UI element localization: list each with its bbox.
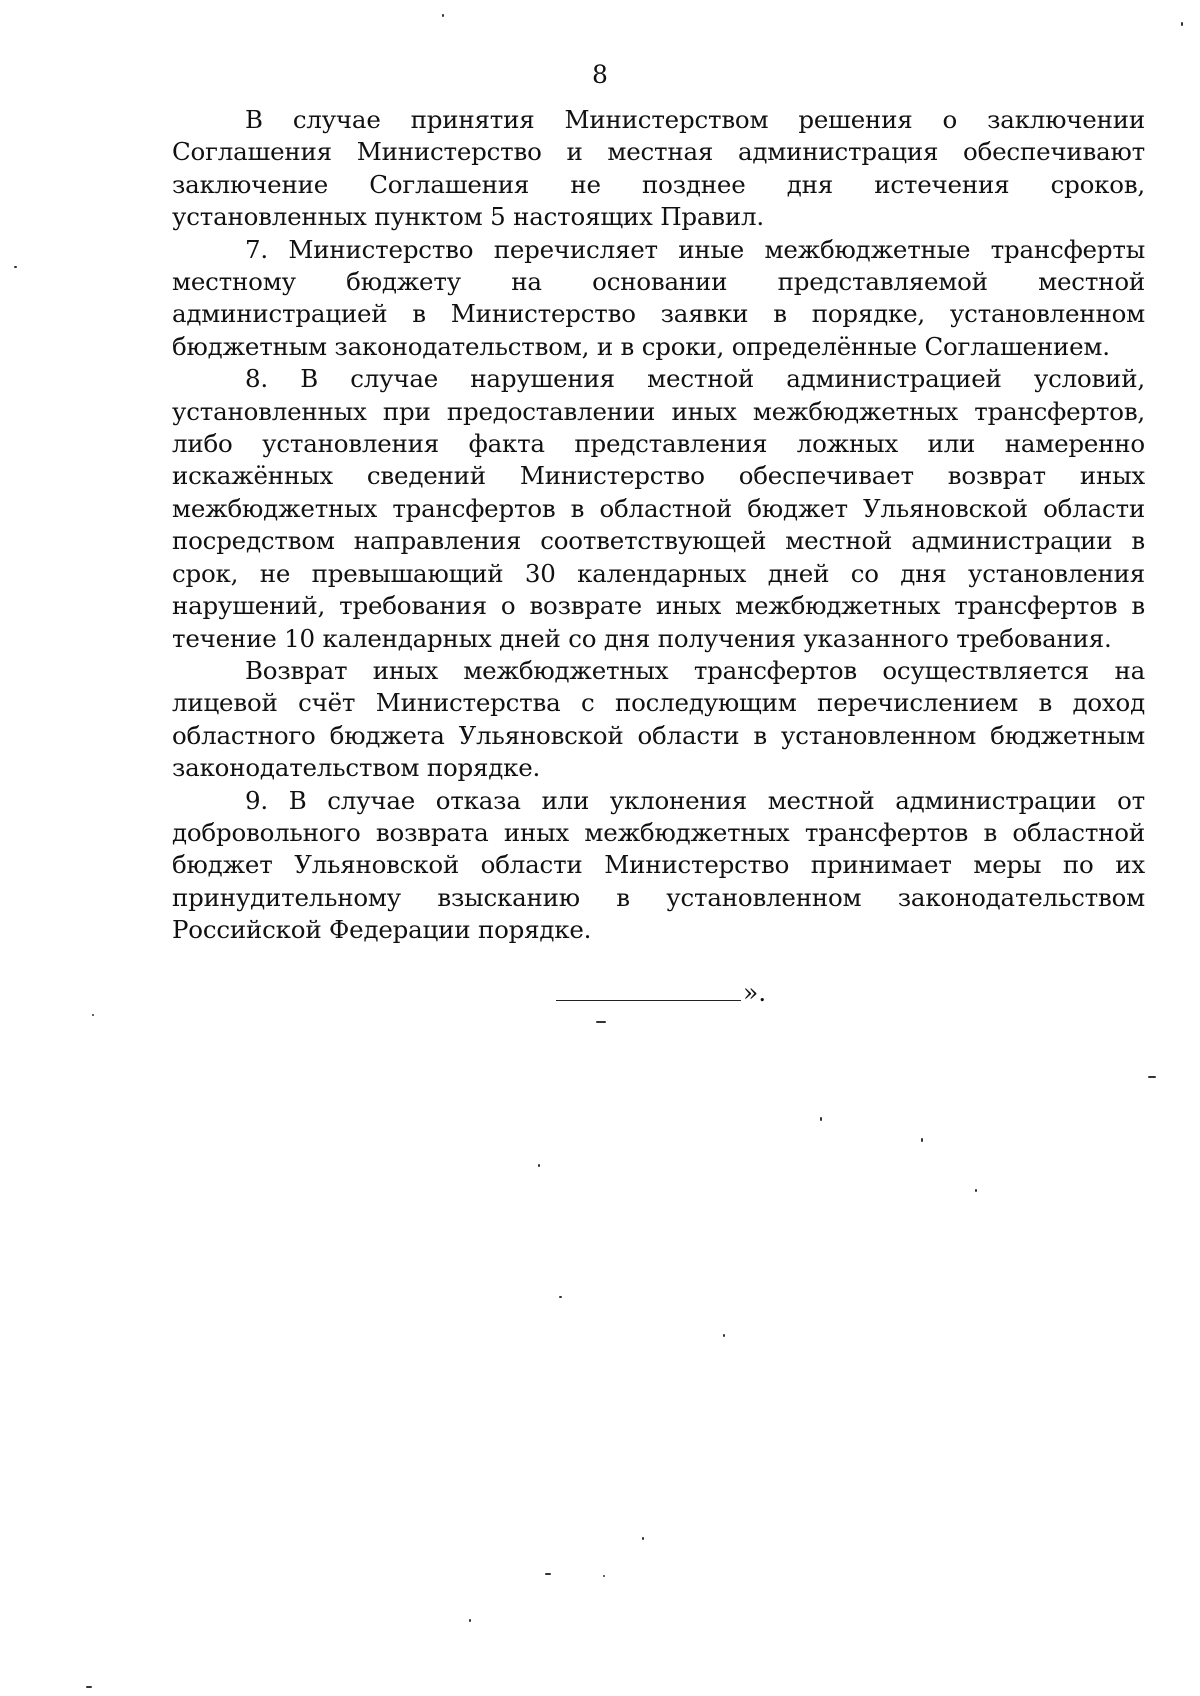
- paragraph-item-7: 7. Министерство перечисляет иные межбюджетные трансферты местному бюджету на основании представляемой местной администрацией в Министерство заявки в порядке, установленном бюджетным законодательством, и в сроки, определённые Соглашением.: [172, 234, 1145, 361]
- scan-speck: [820, 1117, 822, 1121]
- scan-speck: [538, 1164, 540, 1167]
- scan-speck: [545, 1573, 551, 1575]
- scan-speck: [86, 1686, 92, 1688]
- document-body: [172, 104, 1145, 947]
- page-number: 8: [592, 60, 608, 89]
- scan-speck: [14, 266, 17, 268]
- scan-speck: [642, 1537, 644, 1540]
- paragraph-refund-account: Возврат иных межбюджетных трансфертов осуществляется на лицевой счёт Министерства с последующим перечислением в доход областного бюджета Ульяновской области в установленном бюджетным законодательством порядке.: [172, 655, 1145, 783]
- paragraph-agreement-conclusion: В случае принятия Министерством решения о заключении Соглашения Министерство и местная администрация обеспечивают заключение Соглашения не позднее дня истечения сроков, установленных пунктом 5 настоящих Правил.: [172, 105, 1145, 232]
- scan-speck: [1181, 22, 1183, 26]
- closing-mark: [556, 978, 766, 1008]
- scan-speck: [92, 1014, 94, 1016]
- closing-quote: ».: [743, 978, 767, 1007]
- scan-speck: [442, 14, 444, 17]
- scan-speck: [596, 1021, 606, 1023]
- scan-speck: [723, 1334, 725, 1337]
- scan-speck: [559, 1296, 562, 1298]
- scan-speck: [975, 1189, 977, 1192]
- scan-speck: [469, 1619, 471, 1622]
- scan-speck: [603, 1575, 605, 1577]
- scan-speck: [1148, 1076, 1156, 1078]
- closing-rule: [556, 1000, 741, 1001]
- paragraph-item-9: 9. В случае отказа или уклонения местной администрации от добровольного возврата иных межбюджетных трансфертов в областной бюджет Ульяновской области Министерство принимает меры по их принудительному взысканию в установленном законодательством Российской Федерации порядке.: [172, 785, 1145, 945]
- scan-speck: [921, 1138, 923, 1142]
- paragraph-item-8: 8. В случае нарушения местной администрацией условий, установленных при предоставлении иных межбюджетных трансфертов, либо установления факта представления ложных или намеренно искажённых сведений Министерство обеспечивает возврат иных межбюджетных трансфертов в областной бюджет Ульяновской области посредством направления соответствующей местной администрации в срок, не превышающий 30 календарных дней со дня установления нарушений, требования о возврате иных межбюджетных трансфертов в течение 10 календарных дней со дня получения указанного требования.: [172, 364, 1145, 653]
